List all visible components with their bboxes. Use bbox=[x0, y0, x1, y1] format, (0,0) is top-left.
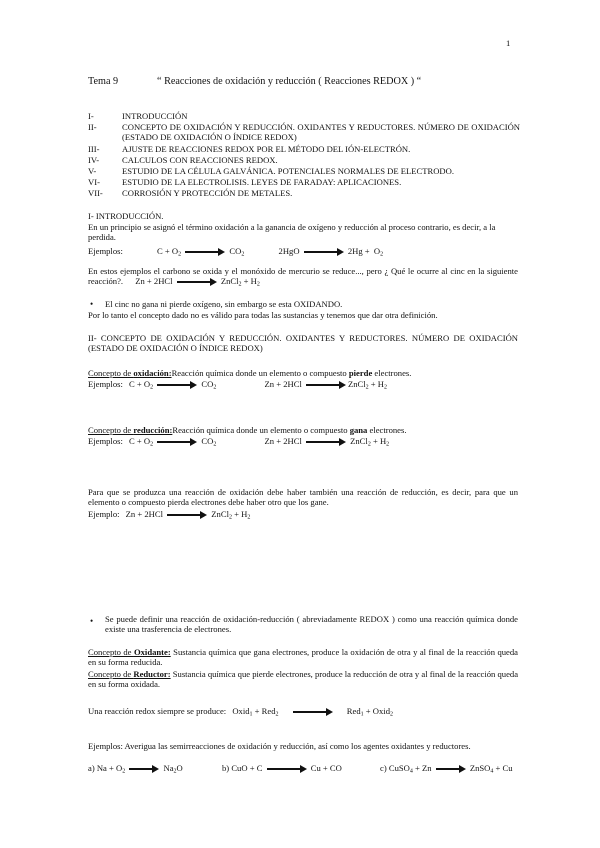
arrow-icon bbox=[267, 766, 307, 772]
toc-number: II- bbox=[88, 122, 97, 132]
arrow-icon bbox=[304, 249, 344, 255]
oxidation-examples: Ejemplos: $C + O_2$ $CO_2$ Zn + 2HCl ZnCl$_2$ + $H_2$ bbox=[88, 379, 388, 391]
arrow-icon bbox=[306, 439, 346, 445]
equation-zinc: Zn + 2HCl ZnCl$_2$ + $H_2$ bbox=[135, 276, 260, 288]
arrow-icon bbox=[293, 709, 333, 715]
equation-carbon: $C + O_2$ $CO_2$ bbox=[157, 246, 245, 258]
toc-text: CALCULOS CON REACCIONES REDOX. bbox=[122, 155, 278, 165]
zinc-bullet: El cinc no gana ni pierde oxígeno, sin embargo se esta OXIDANDO. bbox=[105, 299, 343, 309]
toc-text: ESTUDIO DE LA CÉLULA GALVÁNICA. POTENCIALES NORMALES DE ELECTRODO. bbox=[122, 166, 454, 176]
document-title: “ Reacciones de oxidación y reducción ( Reacciones REDOX ) “ bbox=[157, 76, 422, 87]
oxidation-definition bbox=[88, 368, 411, 378]
arrow-icon bbox=[167, 512, 207, 518]
bullet-icon: • bbox=[90, 299, 94, 309]
reduction-examples: Ejemplos: $C + O_2$ $CO_2$ Zn + 2HCl ZnCl$_2$ + $H_2$ bbox=[88, 436, 390, 448]
toc-number: VII- bbox=[88, 188, 103, 198]
arrow-icon bbox=[157, 382, 197, 388]
page-number: 1 bbox=[506, 38, 511, 48]
single-example: Ejemplo: Zn + 2HCl ZnCl$_2$ + $H_2$ bbox=[88, 509, 251, 521]
arrow-icon bbox=[157, 439, 197, 445]
ejemplos-label: Ejemplos: bbox=[88, 246, 123, 256]
exercise-b-label: b) bbox=[222, 763, 230, 773]
exercise-a-label: a) bbox=[88, 763, 95, 773]
arrow-icon bbox=[306, 382, 346, 388]
ejemplo-label: Ejemplo: bbox=[88, 509, 120, 519]
ox-def-a: Reacción química donde un elemento o compuesto bbox=[171, 368, 349, 378]
toc-text: CORROSIÓN Y PROTECCIÓN DE METALES. bbox=[122, 188, 293, 198]
exercise-a: a) $Na + O_2$ $Na_2O$ bbox=[88, 763, 183, 775]
red-bold: gana bbox=[349, 425, 368, 435]
ejemplos-label: Ejemplos: bbox=[88, 436, 123, 446]
example-equations-1 bbox=[88, 246, 383, 256]
oxidante-term: Oxidante: bbox=[133, 647, 171, 657]
section-1-question bbox=[88, 266, 518, 287]
redox-definition-bullet: Se puede definir una reacción de oxidación-reducción ( abreviadamente REDOX ) como una reacción química donde existe una trasferencia de electrones. bbox=[105, 614, 518, 635]
ox-bold: pierde bbox=[348, 368, 373, 378]
ox-term: oxidación: bbox=[133, 368, 172, 378]
para-que-paragraph: Para que se produzca una reacción de oxidación debe haber también una reacción de reducción, es decir, para que un elemento o compuesto pierda electrones debe haber otro que los gane. bbox=[88, 487, 518, 508]
tema-label: Tema 9 bbox=[88, 76, 119, 87]
oxidante-prefix: Concepto de bbox=[88, 647, 134, 657]
toc-text: ESTUDIO DE LA ELECTROLISIS. LEYES DE FARADAY: APLICACIONES. bbox=[122, 177, 402, 187]
arrow-icon bbox=[129, 766, 159, 772]
reduction-definition bbox=[88, 425, 407, 435]
redox-general-equation: Una reacción redox siempre se produce: Oxid$_1$ + Red$_2$ Red$_1$ + Oxid$_2$ bbox=[88, 706, 393, 718]
toc-number: V- bbox=[88, 166, 97, 176]
reductor-def: Sustancia química que pierde electrones, produce la reducción de otra y al final de la reacción queda en su forma oxidada. bbox=[88, 669, 519, 690]
toc-text: INTRODUCCIÓN bbox=[122, 111, 188, 121]
siempre-text: Una reacción redox siempre se produce: bbox=[88, 706, 227, 716]
arrow-icon bbox=[185, 249, 225, 255]
ejemplos-label: Ejemplos: bbox=[88, 379, 123, 389]
reductor-definition bbox=[88, 669, 518, 690]
toc-number: III- bbox=[88, 144, 100, 154]
oxidant-definition bbox=[88, 647, 518, 668]
bullet-icon: • bbox=[90, 616, 94, 626]
oxidante-def: Sustancia química que gana electrones, produce la oxidación de otra y al final de la reacción queda en su forma reducida. bbox=[88, 647, 518, 668]
toc-text: AJUSTE DE REACCIONES REDOX POR EL MÉTODO DEL IÓN-ELECTRÓN. bbox=[122, 144, 411, 154]
red-def-a: Reacción química donde un elemento o compuesto bbox=[172, 425, 350, 435]
section-1-intro: En un principio se asignó el término oxidación a la ganancia de oxígeno y reducción al proceso contrario, es decir, a la perdida. bbox=[88, 222, 496, 243]
ox-def-b: electrones. bbox=[372, 368, 412, 378]
arrow-icon bbox=[177, 279, 217, 285]
red-prefix: Concepto de bbox=[88, 425, 134, 435]
exercise-c: c) CuSO$_4$ + Zn ZnSO$_4$ + Cu bbox=[380, 763, 513, 775]
red-def-b: electrones. bbox=[367, 425, 407, 435]
ox-prefix: Concepto de bbox=[88, 368, 134, 378]
toc-number: I- bbox=[88, 111, 94, 121]
equation-mercury: 2HgO $2Hg + O_2$ bbox=[278, 246, 384, 258]
exercise-statement: Ejemplos: Averigua las semirreacciones de oxidación y reducción, así como los agentes oxidantes y reductores. bbox=[88, 741, 471, 751]
exercise-b: b) CuO + C Cu + CO bbox=[222, 763, 342, 773]
toc-text: CONCEPTO DE OXIDACIÓN Y REDUCCIÓN. OXIDANTES Y REDUCTORES. NÚMERO DE OXIDACIÓN (ESTADO DE OXIDACIÓN O ÍNDICE REDOX) bbox=[122, 122, 520, 143]
section-1-heading: I- INTRODUCCIÓN. bbox=[88, 211, 164, 221]
section-1-conclusion: Por lo tanto el concepto dado no es válido para todas las sustancias y tenemos que dar otra definición. bbox=[88, 310, 438, 320]
red-term: reducción: bbox=[133, 425, 173, 435]
reductor-prefix: Concepto de bbox=[88, 669, 134, 679]
toc-number: IV- bbox=[88, 155, 100, 165]
section-2-heading: II- CONCEPTO DE OXIDACIÓN Y REDUCCIÓN. OXIDANTES Y REDUCTORES. NÚMERO DE OXIDACIÓN (ESTADO DE OXIDACIÓN O ÍNDICE REDOX) bbox=[88, 333, 518, 354]
toc-number: VI- bbox=[88, 177, 100, 187]
exercise-c-label: c) bbox=[380, 763, 387, 773]
reductor-term: Reductor: bbox=[133, 669, 171, 679]
question-text: En estos ejemplos el carbono se oxida y el monóxido de mercurio se reduce..., pero ¿ Qué le ocurre al cinc en la siguiente reacción?. bbox=[88, 266, 518, 287]
arrow-icon bbox=[436, 766, 466, 772]
